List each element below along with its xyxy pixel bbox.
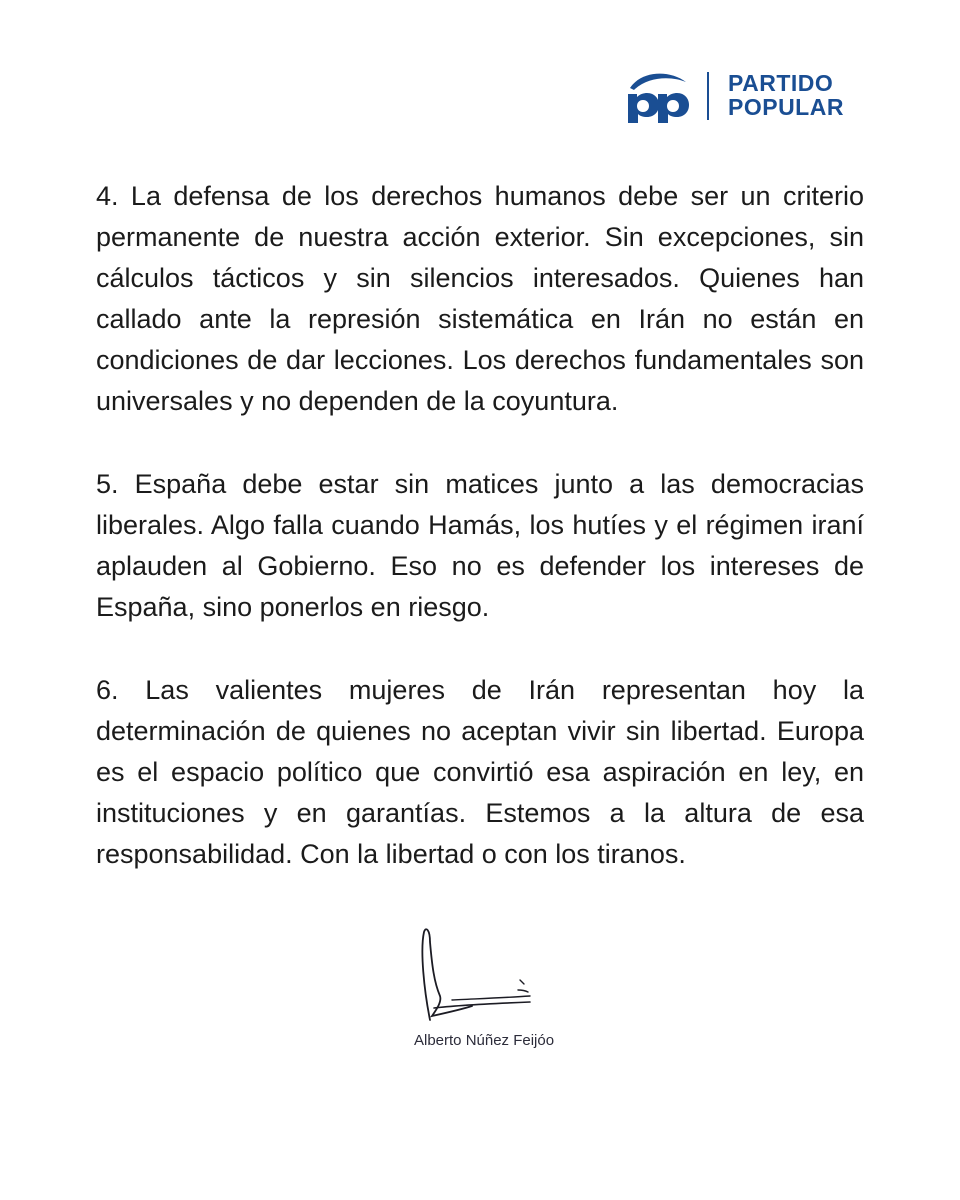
logo-line-2: POPULAR — [728, 94, 844, 120]
pp-logo-icon — [622, 68, 692, 124]
paragraph-4: 4. La defensa de los derechos humanos debe ser un criterio permanente de nuestra acción exterior. Sin excepciones, sin cálculos tácticos y sin silencios interesados. Quienes han callado ante la represión sistemática en Irán no están en condiciones de dar lecciones. Los derechos fundamentales son universales y no dependen de la coyuntura. — [96, 181, 864, 416]
signer-name: Alberto Núñez Feijóo — [414, 1032, 555, 1049]
logo-divider — [707, 72, 709, 120]
logo-wordmark — [728, 71, 844, 119]
paragraph-5: 5. España debe estar sin matices junto a las democracias liberales. Algo falla cuando Hamás, los hutíes y el régimen iraní aplauden al Gobierno. Eso no es defender los intereses de España, sino ponerlos en riesgo. — [96, 469, 864, 622]
logo-line-1: PARTIDO — [728, 70, 834, 96]
letter-body — [96, 176, 864, 875]
signature-block — [400, 920, 580, 1060]
partido-popular-logo — [622, 68, 862, 124]
paragraph-6: 6. Las valientes mujeres de Irán representan hoy la determinación de quienes no aceptan vivir sin libertad. Europa es el espacio político que convirtió esa aspiración en ley, en instituciones y en garantías. Estemos a la altura de esa responsabilidad. Con la libertad o con los tiranos. — [96, 675, 864, 869]
handwritten-signature — [400, 920, 580, 1030]
